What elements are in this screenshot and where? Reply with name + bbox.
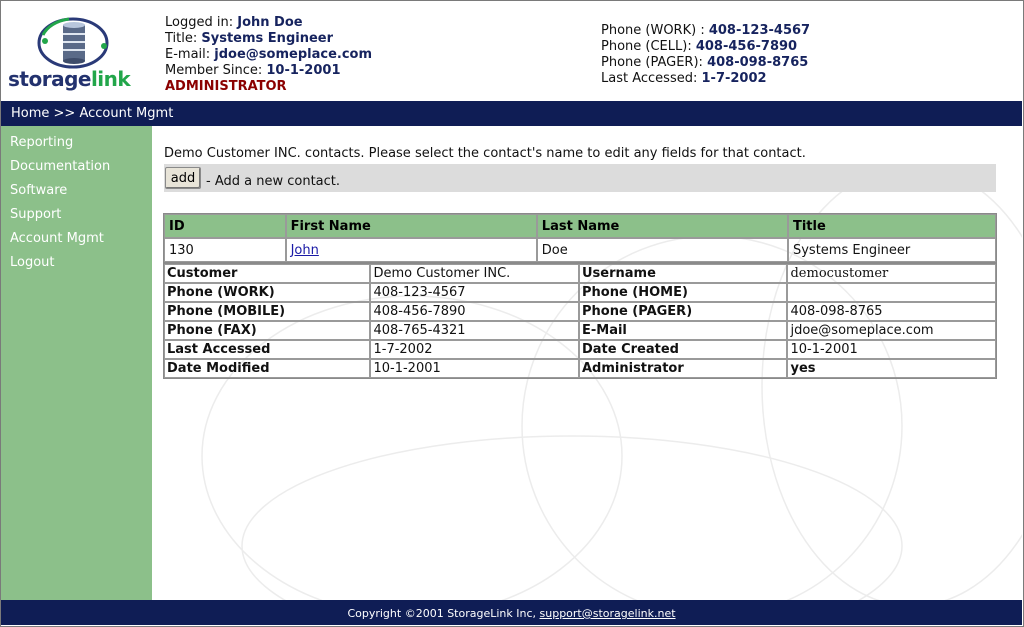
- username-value: democustomer: [787, 264, 996, 283]
- sidebar-item-documentation[interactable]: Documentation: [10, 159, 111, 174]
- table-row: [164, 340, 996, 359]
- sidebar-item-software[interactable]: Software: [10, 183, 68, 198]
- table-row: [164, 302, 996, 321]
- home-phone-value: [787, 283, 996, 302]
- column-header-title: Title: [788, 214, 996, 238]
- table-row: [164, 283, 996, 302]
- table-row: [164, 321, 996, 340]
- customer-label: Customer: [164, 264, 370, 283]
- work-phone-value: 408-123-4567: [708, 23, 811, 38]
- cell-last-name: Doe: [537, 238, 788, 262]
- email-value: jdoe@someplace.com: [214, 47, 373, 62]
- administrator-label: Administrator: [579, 359, 788, 378]
- add-contact-button[interactable]: add: [165, 167, 201, 189]
- last-accessed-value: 1-7-2002: [701, 71, 767, 86]
- role-badge: ADMINISTRATOR: [165, 79, 287, 94]
- user-info: [165, 15, 372, 95]
- pager-phone-label: Phone (PAGER):: [601, 55, 703, 70]
- member-since-value: 10-1-2001: [266, 63, 341, 78]
- work-phone-value: 408-123-4567: [370, 283, 579, 302]
- work-phone-label: Phone (WORK): [164, 283, 370, 302]
- date-modified-label: Date Modified: [164, 359, 370, 378]
- pager-phone-value: 408-098-8765: [707, 55, 809, 70]
- logo-prefix: storage: [8, 67, 91, 91]
- administrator-value: yes: [787, 359, 996, 378]
- pager-phone-label: Phone (PAGER): [579, 302, 788, 321]
- contacts-table: [163, 213, 997, 263]
- sidebar-item-account-mgmt[interactable]: Account Mgmt: [10, 231, 104, 246]
- title-value: Systems Engineer: [201, 31, 334, 46]
- cell-phone-label: Phone (CELL):: [601, 39, 692, 54]
- column-header-first-name: First Name: [286, 214, 537, 238]
- last-accessed-label: Last Accessed:: [601, 71, 698, 86]
- email-value: jdoe@someplace.com: [787, 321, 996, 340]
- copyright-text: Copyright ©2001 StorageLink Inc,: [347, 607, 537, 620]
- support-email-link[interactable]: support@storagelink.net: [539, 607, 676, 620]
- cell-id: 130: [164, 238, 286, 262]
- last-accessed-label: Last Accessed: [164, 340, 370, 359]
- fax-phone-value: 408-765-4321: [370, 321, 579, 340]
- cell-title: Systems Engineer: [788, 238, 996, 262]
- date-created-label: Date Created: [579, 340, 788, 359]
- customer-value: Demo Customer INC.: [370, 264, 579, 283]
- column-header-last-name: Last Name: [537, 214, 788, 238]
- logged-in-label: Logged in:: [165, 15, 234, 30]
- mobile-phone-value: 408-456-7890: [370, 302, 579, 321]
- logo-suffix: link: [90, 67, 131, 91]
- pager-phone-value: 408-098-8765: [787, 302, 996, 321]
- username-label: Username: [579, 264, 788, 283]
- breadcrumb: Home >> Account Mgmt: [11, 106, 174, 121]
- cell-first-name: [286, 238, 537, 262]
- email-label: E-mail:: [165, 47, 211, 62]
- date-modified-value: 10-1-2001: [370, 359, 579, 378]
- table-header-row: [164, 214, 996, 238]
- contact-name-link[interactable]: John: [290, 242, 319, 258]
- header: [1, 1, 1022, 100]
- logo-text: [8, 67, 130, 91]
- table-row: [164, 359, 996, 378]
- date-created-value: 10-1-2001: [787, 340, 996, 359]
- member-since-label: Member Since:: [165, 63, 263, 78]
- intro-text: Demo Customer INC. contacts. Please select the contact's name to edit any fields for that contact.: [164, 146, 806, 161]
- home-phone-label: Phone (HOME): [579, 283, 788, 302]
- main-content: [152, 126, 1022, 600]
- breadcrumb-bar: [1, 101, 1022, 126]
- sidebar-item-logout[interactable]: Logout: [10, 255, 55, 270]
- contact-details-table: [163, 263, 997, 379]
- sidebar-nav: [10, 134, 110, 278]
- title-label: Title:: [165, 31, 198, 46]
- cell-phone-value: 408-456-7890: [695, 39, 798, 54]
- add-contact-bar: [164, 164, 996, 192]
- column-header-id: ID: [164, 214, 286, 238]
- email-label: E-Mail: [579, 321, 788, 340]
- table-row: [164, 264, 996, 283]
- fax-phone-label: Phone (FAX): [164, 321, 370, 340]
- mobile-phone-label: Phone (MOBILE): [164, 302, 370, 321]
- work-phone-label: Phone (WORK) :: [601, 23, 705, 38]
- logged-in-value: John Doe: [237, 15, 303, 30]
- footer: [1, 600, 1022, 625]
- last-accessed-value: 1-7-2002: [370, 340, 579, 359]
- copyright: [1, 607, 1022, 620]
- add-contact-text: - Add a new contact.: [206, 174, 341, 189]
- contact-info: [601, 23, 810, 87]
- table-row: [164, 238, 996, 262]
- sidebar-item-support[interactable]: Support: [10, 207, 62, 222]
- sidebar-item-reporting[interactable]: Reporting: [10, 135, 74, 150]
- sidebar: [1, 126, 152, 600]
